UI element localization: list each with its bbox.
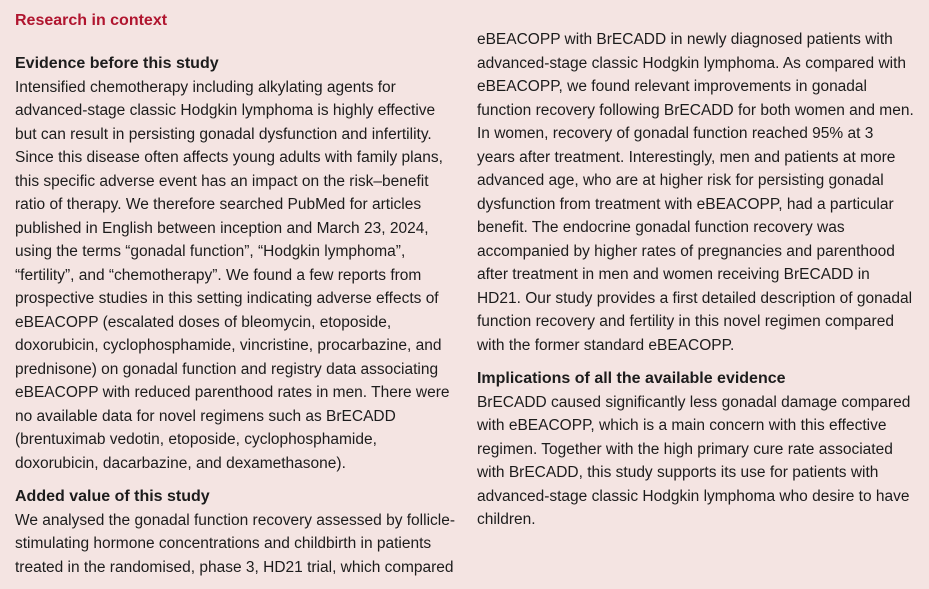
- section-body: Intensified chemotherapy including alkylating agents for advanced-stage classic Hodgkin lymphoma is highly effective but can result in persisting gonadal dysfunction and infertility. Since this disease often affects young adults with family plans, this specific adverse event has an impact on the risk–benefit ratio of therapy. We therefore searched PubMed for articles published in English between inception and March 23, 2024, using the terms “gonadal function”, “Hodgkin lymphoma”, “fertility”, and “chemotherapy”. We found a few reports from prospective studies in this setting indicating adverse effects of eBEACOPP (escalated doses of bleomycin, etoposide, doxorubicin, cyclophosphamide, vincristine, procarbazine, and prednisone) on gonadal function and registry data associating eBEACOPP with reduced parenthood rates in men. There were no available data for novel regimens such as BrECADD (brentuximab vedotin, etoposide, cyclophosphamide, doxorubicin, dacarbazine, and dexamethasone).: [15, 78, 450, 472]
- section-body: BrECADD caused significantly less gonadal damage compared with eBEACOPP, which is a main concern with this effective regimen. Together with the high primary cure rate associated with BrECADD, this study supports its use for patients with advanced-stage classic Hodgkin lymphoma who desire to have children.: [476, 393, 911, 528]
- section-heading: Added value of this study: [15, 488, 210, 505]
- panel-title: Research in context: [15, 12, 168, 29]
- section-added-value-continued: [477, 28, 914, 357]
- section-heading: Evidence before this study: [15, 55, 219, 72]
- section-body-part1: We analysed the gonadal function recovery assessed by follicle-stimulating hormone concentrations and childbirth in patients treated in the randomised, phase 3, HD21 trial, which compared: [15, 511, 455, 576]
- section-evidence-before: [15, 52, 456, 475]
- right-column: [477, 28, 914, 542]
- section-added-value: [15, 485, 456, 579]
- two-column-layout: [15, 31, 914, 589]
- section-body-part2: eBEACOPP with BrECADD in newly diagnosed patients with advanced-stage classic Hodgkin lymphoma. As compared with eBEACOPP, we found relevant improvements in gonadal function recovery following BrECADD for both women and men. In women, recovery of gonadal function reached 95% at 3 years after treatment. Interestingly, men and patients at more advanced age, who are at higher risk for persisting gonadal dysfunction from treatment with eBEACOPP, had a particular benefit. The endocrine gonadal function recovery was accompanied by higher rates of pregnancies and parenthood after treatment in men and women receiving BrECADD in HD21. Our study provides a first detailed description of gonadal function recovery and fertility in this novel regimen compared with the former standard eBEACOPP.: [476, 31, 914, 354]
- section-implications: [477, 367, 914, 532]
- section-heading: Implications of all the available evidence: [476, 370, 786, 387]
- left-column: [15, 52, 456, 589]
